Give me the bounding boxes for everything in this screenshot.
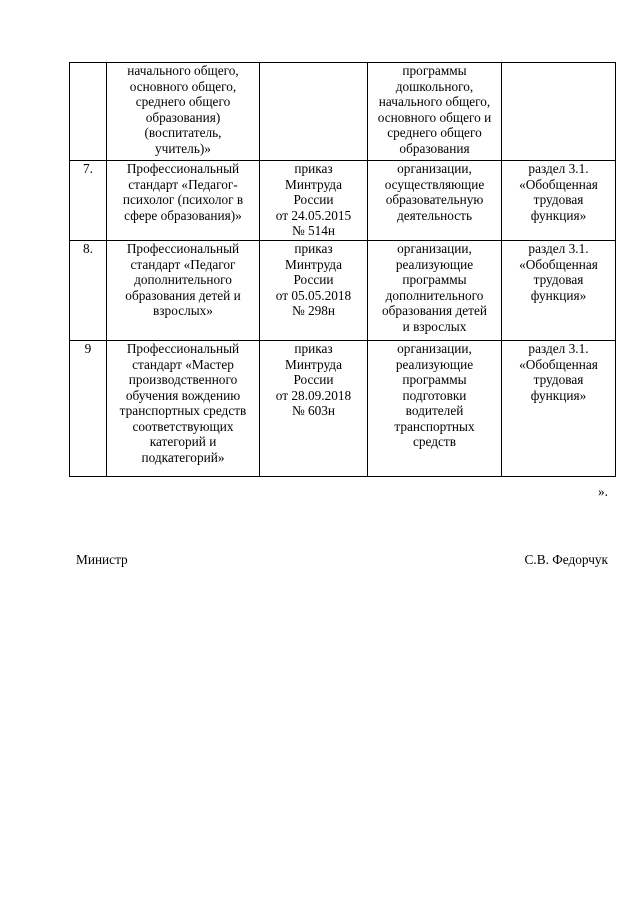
cell-section: раздел 3.1. «Обобщенная трудовая функция» [502,241,616,341]
table-row [70,161,616,241]
signatory-title: Министр [76,552,128,567]
cell-number [70,63,107,161]
cell-standard-name: Профессиональный стандарт «Педагог- психолог (психолог в сфере образования)» [107,161,260,241]
cell-standard-name: начального общего, основного общего, среднего общего образования) (воспитатель, учитель)» [107,63,260,161]
cell-standard-name: Профессиональный стандарт «Педагог дополнительного образования детей и взрослых» [107,241,260,341]
table-row [70,341,616,477]
cell-order: приказ Минтруда России от 24.05.2015 № 514н [260,161,368,241]
cell-order: приказ Минтруда России от 05.05.2018 № 298н [260,241,368,341]
signatory-name: С.В. Федорчук [524,552,608,567]
cell-section: раздел 3.1. «Обобщенная трудовая функция» [502,341,616,477]
closing-quote-mark: ». [598,484,608,499]
cell-section [502,63,616,161]
cell-order: приказ Минтруда России от 28.09.2018 № 603н [260,341,368,477]
cell-order [260,63,368,161]
cell-organizations: организации, реализующие программы дополнительного образования детей и взрослых [368,241,502,341]
cell-number: 9 [70,341,107,477]
table-row [70,63,616,161]
table-row [70,241,616,341]
standards-table [69,62,616,477]
cell-organizations: организации, реализующие программы подготовки водителей транспортных средств [368,341,502,477]
cell-number: 8. [70,241,107,341]
cell-section: раздел 3.1. «Обобщенная трудовая функция» [502,161,616,241]
cell-standard-name: Профессиональный стандарт «Мастер производственного обучения вождению транспортных средств соответствующих категорий и подкатегорий» [107,341,260,477]
cell-number: 7. [70,161,107,241]
cell-organizations: организации, осуществляющие образовательную деятельность [368,161,502,241]
cell-organizations: программы дошкольного, начального общего, основного общего и среднего общего образования [368,63,502,161]
